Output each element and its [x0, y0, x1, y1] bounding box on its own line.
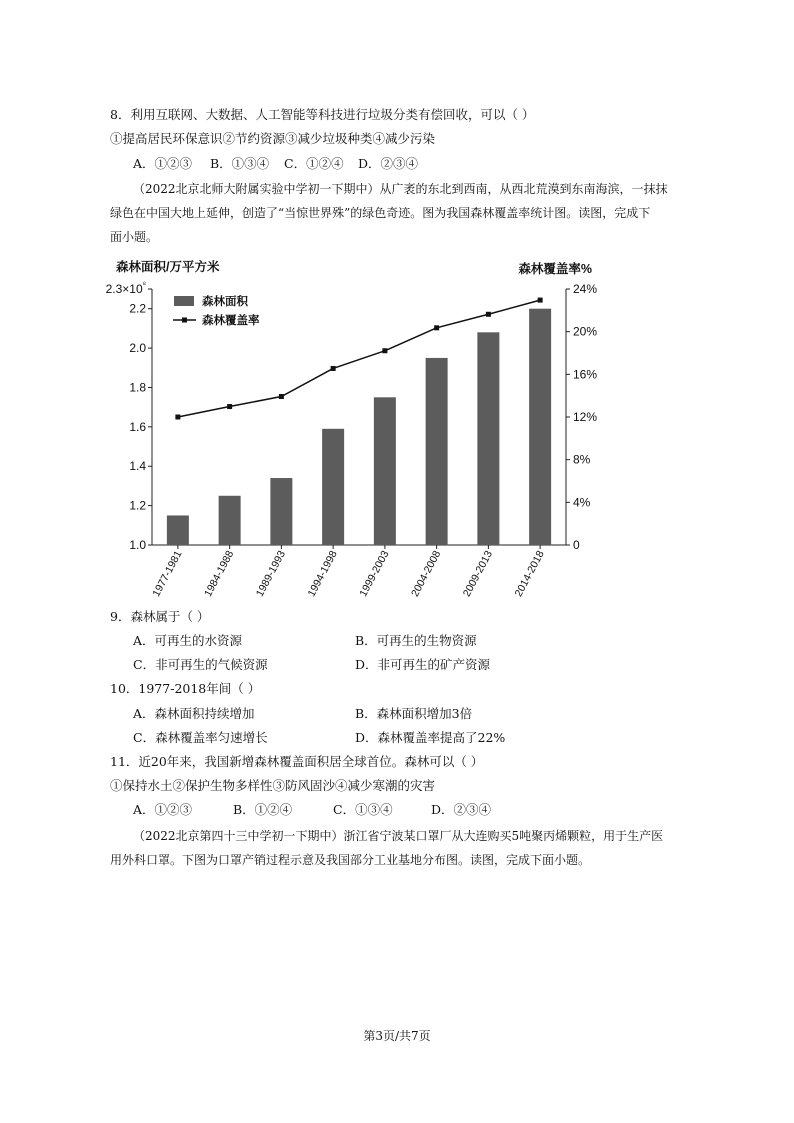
intro1-line1: （2022北京北师大附属实验中学初一下期中）从广袤的东北到西南，从西北荒漠到东南海滨，一抹抹 [133, 182, 668, 196]
line-point [279, 394, 284, 399]
q8-option-d: D．②③④ [358, 156, 419, 171]
q11-option-d: D．②③④ [431, 802, 492, 817]
q8-option-a: A．①②③ [133, 156, 193, 171]
left-tick-label: 1.0 [129, 538, 146, 552]
q9-option-c: C．非可再生的气候资源 [133, 657, 268, 672]
bar [374, 397, 396, 545]
q11-items: ①保持水土②保护生物多样性③防风固沙④减少寒潮的灾害 [110, 778, 436, 793]
q8-stem: 8．利用互联网、大数据、人工智能等科技进行垃圾分类有偿回收，可以（ ） [110, 107, 535, 122]
line-point [331, 366, 336, 371]
intro1-line3: 面小题。 [110, 230, 159, 244]
bar [426, 358, 448, 545]
page-number: 第3页/共7页 [363, 1029, 431, 1043]
bar [529, 309, 551, 545]
right-tick-label: 4% [573, 495, 591, 510]
q10-option-c: C．森林覆盖率匀速增长 [133, 730, 268, 745]
line-point [382, 348, 387, 353]
x-tick-label: 1994-1998 [305, 548, 340, 599]
x-tick-label: 2004-2008 [409, 548, 444, 599]
left-tick-label: 1.8 [129, 380, 146, 395]
intro1-line2: 绿色在中国大地上延伸，创造了“当惊世界殊”的绿色奇迹。图为我国森林覆盖率统计图。读图，完成下 [110, 206, 651, 220]
q10-option-b: B．森林面积增加3倍 [355, 706, 473, 721]
line-point [434, 325, 439, 330]
q8-option-b: B．①③④ [210, 156, 270, 171]
q11-option-a: A．①②③ [133, 802, 193, 817]
bar [219, 496, 241, 545]
left-tick-label: 1.6 [129, 419, 146, 434]
q8-option-c: C．①②④ [284, 156, 344, 171]
left-tick-label: 1.2 [129, 498, 146, 513]
left-tick-label: $2.3\times 10^{^8}$ [105, 280, 146, 296]
bar [477, 332, 499, 545]
right-tick-label: 12% [573, 410, 598, 424]
x-tick-label: 2014-2018 [512, 548, 547, 599]
left-tick-label: 1.4 [129, 459, 146, 474]
legend-line-marker [182, 318, 187, 323]
q9-option-b: B．可再生的生物资源 [355, 633, 477, 648]
q10-stem: 10．1977-2018年间（ ） [110, 681, 261, 696]
right-tick-label: 24% [573, 282, 598, 296]
q9-option-a: A．可再生的水资源 [133, 633, 243, 648]
q11-option-c: C．①③④ [333, 802, 393, 817]
q9-stem: 9．森林属于（ ） [110, 609, 210, 624]
legend-bar-swatch [174, 296, 194, 306]
q8-items: ①提高居民环保意识②节约资源③减少垃圾种类④减少污染 [110, 131, 436, 146]
bar [167, 515, 189, 545]
q10-option-a: A．森林面积持续增加 [133, 706, 255, 721]
bar [270, 478, 292, 545]
forest-chart [105, 256, 610, 599]
line-point [538, 298, 543, 303]
q9-option-d: D．非可再生的矿产资源 [355, 657, 491, 672]
line-point [227, 404, 232, 409]
legend-bar-label: 森林面积 [202, 296, 248, 308]
bar [322, 429, 344, 545]
intro2-line2: 用外科口罩。下图为口罩产销过程示意及我国部分工业基地分布图。读图，完成下面小题。 [110, 853, 591, 867]
intro2-line1: （2022北京第四十三中学初一下期中）浙江省宁波某口罩厂从大连购买5吨聚丙烯颗粒，用于生产医 [133, 829, 664, 843]
right-axis-title: 森林覆盖率% [518, 262, 592, 276]
q10-option-d: D．森林覆盖率提高了22% [355, 730, 506, 745]
line-point [486, 312, 491, 317]
x-tick-label: 1989-1993 [253, 548, 289, 599]
left-tick-label: 2.2 [129, 301, 146, 316]
left-tick-label: 2.0 [129, 341, 146, 356]
right-tick-label: 16% [573, 367, 598, 382]
right-tick-label: 20% [573, 324, 598, 339]
legend-line-label: 森林覆盖率 [202, 315, 260, 327]
x-tick-label: 1984-1988 [202, 548, 237, 599]
x-tick-label: 1999-2003 [357, 548, 392, 599]
left-axis-title: 森林面积/万平方米 [116, 260, 220, 274]
right-tick-label: 0 [573, 538, 580, 552]
right-tick-label: 8% [573, 452, 591, 467]
q11-option-b: B．①②④ [233, 802, 293, 817]
q11-stem: 11．近20年来，我国新增森林覆盖面积居全球首位。森林可以（ ） [110, 754, 484, 769]
x-tick-label: 2009-2013 [460, 548, 496, 599]
line-point [175, 415, 180, 420]
x-tick-label: 1977-1981 [150, 548, 185, 599]
